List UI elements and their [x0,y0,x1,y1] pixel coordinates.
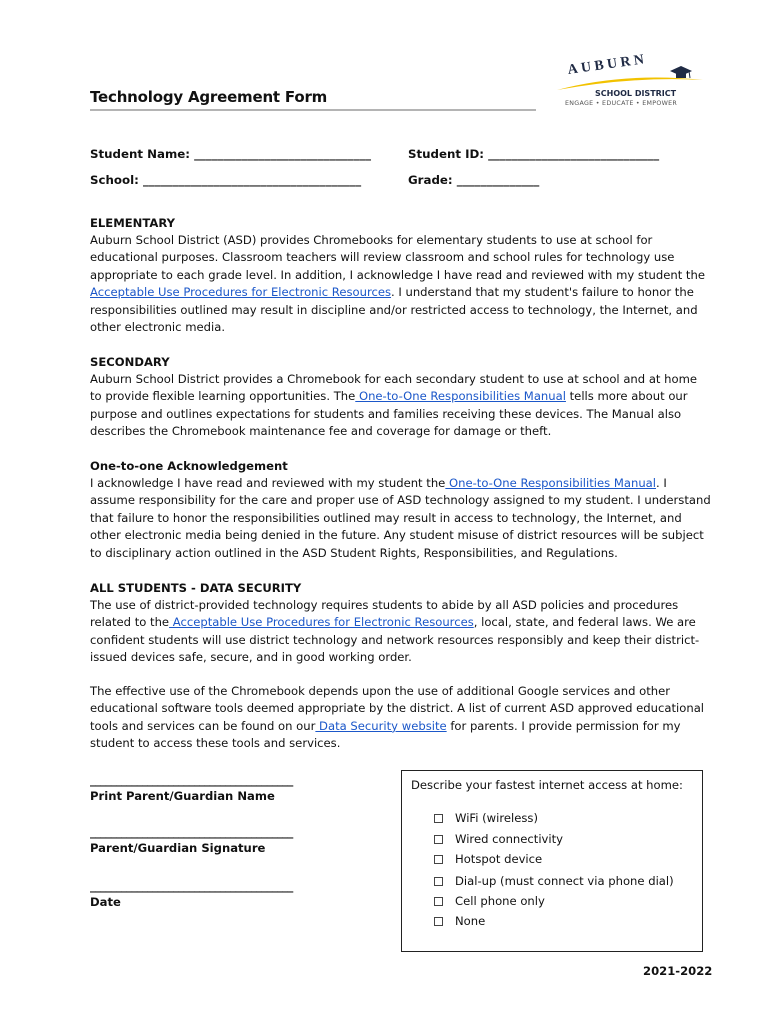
option-wifi[interactable] [434,811,538,825]
school-field[interactable]: School: _____________________________________ [90,173,362,187]
internet-access-box [401,770,703,952]
internet-access-prompt: Describe your fastest internet access at home: [411,778,683,792]
checkbox-icon[interactable] [434,814,443,823]
data-security-text-1: The use of district-provided technology requires students to abide by all ASD policies and procedures related to the [90,598,679,630]
option-wired[interactable] [434,832,563,846]
graduation-cap-icon [670,66,692,80]
print-name-label: Print Parent/Guardian Name [90,789,275,803]
checkbox-icon[interactable] [434,855,443,864]
elementary-heading: ELEMENTARY [90,216,176,230]
logo-tagline: ENGAGE • EDUCATE • EMPOWER [565,100,678,107]
signature-line[interactable]: _______________________________________ [90,825,293,839]
one-to-one-text-1: I acknowledge I have read and reviewed with my student the [90,476,446,490]
option-label: Hotspot device [455,852,543,866]
checkbox-icon[interactable] [434,917,443,926]
secondary-text-1: Auburn School District provides a Chromebook for each secondary student to use at school and at home to provide flexible learning opportunities. The [90,372,698,404]
option-cellphone[interactable] [434,894,545,908]
one-to-one-text-2: . I assume responsibility for the care and proper use of ASD technology assigned to my student. I understand that failure to honor the responsibilities outlined may result in access to technology, the Internet, and other electronic media being denied in the future. Any student misuse of district resources will be subject to disciplinary action outlined in the ASD Student Rights, Responsibilities, and Regulations. [90,476,711,560]
option-label: Wired connectivity [455,832,564,846]
school-year: 2021-2022 [643,964,713,978]
print-name-line[interactable]: _______________________________________ [90,773,293,787]
option-dialup[interactable] [434,874,674,888]
page-title: Technology Agreement Form [90,88,328,106]
acceptable-use-link[interactable]: Acceptable Use Procedures for Electronic Resources [90,285,392,300]
data-security-website-link[interactable]: Data Security website [315,718,447,733]
logo-district-text: SCHOOL DISTRICT [595,89,677,98]
date-line[interactable]: _______________________________________ [90,879,293,893]
elementary-paragraph [90,232,712,336]
checkbox-icon[interactable] [434,897,443,906]
date-label: Date [90,895,121,909]
checkbox-icon[interactable] [434,877,443,886]
student-name-field[interactable]: Student Name: ______________________________ [90,147,372,161]
option-hotspot[interactable] [434,852,542,866]
secondary-text-2: tells more about our purpose and outlines expectations for students and families receiving these devices. The Manual also describes the Chromebook maintenance fee and coverage for damage or theft. [90,389,688,439]
logo-wordmark: AUBURN [566,51,649,79]
elementary-text-1: Auburn School District (ASD) provides Chromebooks for elementary students to use at school for educational purposes. Classroom teachers will review classroom and school rules for technology use appropriate to each grade level. In addition, I acknowledge I have read and reviewed with my student the [90,233,705,282]
one-to-one-paragraph [90,475,712,562]
data-security-heading: ALL STUDENTS - DATA SECURITY [90,581,302,595]
option-label: None [455,914,486,928]
option-label: Cell phone only [455,894,545,908]
option-label: WiFi (wireless) [455,811,538,825]
elementary-text-2: . I understand that my student's failure to honor the responsibilities outlined may result in discipline and/or restricted access to technology, the Internet, and other electronic media. [90,285,698,335]
option-none[interactable] [434,914,485,928]
data-security-paragraph [90,597,712,667]
student-id-field[interactable]: Student ID: _____________________________ [408,147,660,161]
signature-label: Parent/Guardian Signature [90,841,266,855]
services-text-2: for parents. I provide permission for my student to access these tools and services. [90,718,681,751]
one-to-one-heading: One-to-one Acknowledgement [90,459,288,473]
data-security-text-2: , local, state, and federal laws. We are confident students will use district technology and network resources responsibly and keep their district-issued devices safe, secure, and in good working order. [90,615,700,665]
one-to-one-manual-link[interactable]: One-to-One Responsibilities Manual [355,389,566,404]
chromebook-services-paragraph [90,683,712,753]
services-text-1: The effective use of the Chromebook depends upon the use of additional Google services and other educational software tools deemed appropriate by the district. A list of current ASD approved educational tools and services can be found on our [90,684,705,733]
secondary-heading: SECONDARY [90,355,170,369]
acceptable-use-link-2[interactable]: Acceptable Use Procedures for Electronic Resources [169,615,474,630]
option-label: Dial-up (must connect via phone dial) [455,874,674,888]
one-to-one-manual-link-2[interactable]: One-to-One Responsibilities Manual [445,476,657,490]
checkbox-icon[interactable] [434,835,443,844]
district-logo [555,51,705,114]
grade-field[interactable]: Grade: ______________ [408,173,540,187]
secondary-paragraph [90,371,712,441]
title-underline [90,109,536,111]
